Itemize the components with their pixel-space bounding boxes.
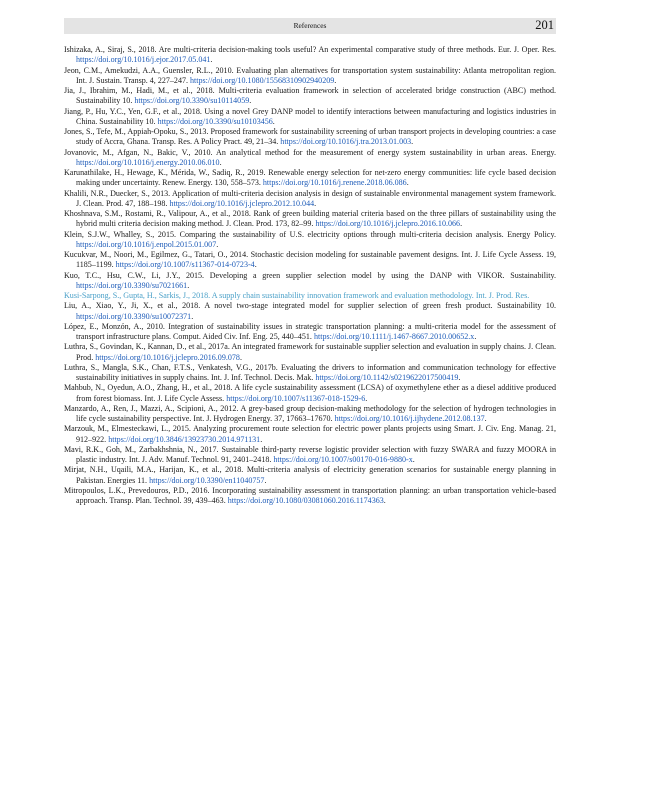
reference-entry <box>64 465 556 486</box>
reference-text: Jeon, C.M., Amekudzi, A.A., Guensler, R.L., 2010. Evaluating plan alternatives for transportation system sustainability: Atlanta metropolitan region. Int. J. Sustain. Transp. 4, 227–247. <box>64 65 556 85</box>
reference-text: Mahbub, N., Oyedun, A.O., Zhang, H., et al., 2018. A life cycle sustainability assessment (LCSA) of oxymethylene ether as a diesel additive produced from forest biomass. Int. J. Life Cycle Assess. <box>64 383 556 403</box>
reference-entry <box>64 107 556 128</box>
reference-tail: . <box>254 260 257 270</box>
reference-tail: . <box>239 352 242 362</box>
reference-tail: . <box>191 311 194 321</box>
reference-entry <box>64 168 556 189</box>
doi-link[interactable]: https://doi.org/10.1016/j.jclepro.2016.10.066 <box>315 219 461 229</box>
reference-tail: . <box>412 455 415 464</box>
reference-text: Luthra, S., Govindan, K., Kannan, D., et al., 2017a. An integrated framework for sustainable supplier selection and evaluation in supply chains. J. Clean. Prod. <box>64 342 556 362</box>
page-number: 201 <box>535 18 554 32</box>
doi-link[interactable]: https://doi.org/10.3390/en11040757 <box>149 475 265 485</box>
doi-link[interactable]: https://doi.org/10.1111/j.1467-8667.2010.00652.x <box>313 332 475 341</box>
doi-link[interactable]: https://doi.org/10.3390/su10103456 <box>157 116 273 126</box>
doi-link[interactable]: https://doi.org/10.1016/j.jclepro.2016.09.078 <box>95 352 240 362</box>
reference-entry <box>64 230 556 251</box>
header-title: References <box>293 21 327 30</box>
reference-entry <box>64 404 556 425</box>
reference-tail: . <box>187 280 190 290</box>
reference-text: Ishizaka, A., Siraj, S., 2018. Are multi-criteria decision-making tools useful? An experimental comparative study of three methods. Eur. J. Oper. Res. <box>64 45 556 54</box>
reference-text: Kuo, T.C., Hsu, C.W., Li, J.Y., 2015. Developing a green supplier selection model by using the DANP with VIKOR. Sustainability. <box>64 270 556 280</box>
reference-entry <box>64 445 556 466</box>
doi-link[interactable]: https://doi.org/10.3390/su10072371 <box>76 311 192 321</box>
reference-tail: . <box>264 475 267 485</box>
reference-text[interactable]: Kusi-Sarpong, S., Gupta, H., Sarkis, J., 2018. A supply chain sustainability innovation framework and evaluation methodology. Int. J. Prod. Res. <box>64 291 530 300</box>
reference-text: Luthra, S., Mangla, S.K., Chan, F.T.S., Venkatesh, V.G., 2017b. Evaluating the drivers to information and communication technology for effective sustainability initiatives in supply chains. Int. J. Inf. Technol. Decis. Mak. <box>64 362 556 382</box>
reference-text: Mirjat, N.H., Uqaili, M.A., Harijan, K., et al., 2018. Multi-criteria analysis of electricity generation scenarios for sustainable energy planning in Pakistan. Energies 11. <box>64 465 556 485</box>
reference-entry <box>64 301 556 322</box>
reference-text: Liu, A., Xiao, Y., Ji, X., et al., 2018. A novel two-stage integrated model for supplier selection of green fresh product. Sustainability 10. <box>64 301 556 311</box>
reference-text: Marzouk, M., Elmesteckawi, L., 2015. Analyzing procurement route selection for electric power plants projects using Smart. J. Civ. Eng. Manag. 21, 912–922. <box>64 424 556 444</box>
reference-text: Mavi, R.K., Goh, M., Zarbakhshnia, N., 2017. Sustainable third-party reverse logistic provider selection with fuzzy SWARA and fuzzy MOORA in plastic industry. Int. J. Adv. Manuf. Technol. 91, 2401–2418. <box>64 444 556 464</box>
reference-tail: . <box>249 96 252 106</box>
doi-link[interactable]: https://doi.org/10.1007/s11367-014-0723-4 <box>115 260 255 270</box>
reference-entry <box>64 148 556 169</box>
reference-text: Kucukvar, M., Noori, M., Egilmez, G., Tatari, O., 2014. Stochastic decision modeling for sustainable pavement designs. Int. J. Life Cycle Assess. 19, 1185–1199. <box>64 250 556 270</box>
doi-link[interactable]: https://doi.org/10.3390/su7021661 <box>76 280 188 290</box>
doi-link[interactable]: https://doi.org/10.1142/s0219622017500419 <box>315 373 459 382</box>
reference-tail: . <box>484 414 487 423</box>
doi-link[interactable]: https://doi.org/10.1016/j.renene.2018.06.086 <box>262 178 407 188</box>
reference-entry <box>64 486 556 507</box>
reference-entry <box>64 342 556 363</box>
reference-text: Khoshnava, S.M., Rostami, R., Valipour, A., et al., 2018. Rank of green building material criteria based on the three pillars of sustainability using the hybrid multi criteria decision making method. J. Clean. Prod. 173, 82–99. <box>64 209 556 229</box>
doi-link[interactable]: https://doi.org/10.3846/13923730.2014.971131 <box>108 434 261 444</box>
reference-entry <box>64 322 556 343</box>
reference-tail: . <box>474 332 477 341</box>
reference-tail: . <box>365 393 368 403</box>
reference-tail: . <box>383 496 386 505</box>
doi-link[interactable]: https://doi.org/10.1016/j.energy.2010.06.010 <box>76 157 220 167</box>
reference-text: Jiang, P., Hu, Y.C., Yen, G.F., et al., 2018. Using a novel Grey DANP model to identify interactions between manufacturing and logistics industries in China. Sustainability 10. <box>64 106 556 126</box>
reference-entry <box>64 127 556 148</box>
reference-entry <box>64 45 556 66</box>
reference-text: Mitropoulos, L.K., Prevedouros, P.D., 2016. Incorporating sustainability assessment in transportation planning: an urban transportation vehicle-based approach. Transp. Plan. Technol. 39, 439–463. <box>64 485 556 505</box>
reference-tail: . <box>216 239 219 249</box>
reference-text: Jia, J., Ibrahim, M., Hadi, M., et al., 2018. Multi-criteria evaluation framework in selection of accelerated bridge construction (ABC) method. Sustainability 10. <box>64 86 556 106</box>
running-header <box>64 18 556 34</box>
reference-text: Manzardo, A., Ren, J., Mazzi, A., Scipioni, A., 2012. A grey-based group decision-making methodology for the selection of hydrogen technologies in life cycle sustainability perspective. Int. J. Hydrogen Energy. 37, 17663–17670. <box>64 403 556 423</box>
reference-text: López, E., Monzón, A., 2010. Integration of sustainability issues in strategic transportation planning: a multi-criteria model for the assessment of transport infrastructure plans. Comput. Aided Civ. Inf. Eng. 25, 440–451. <box>64 321 556 341</box>
reference-entry <box>64 66 556 87</box>
doi-link[interactable]: https://doi.org/10.1016/j.enpol.2015.01.007 <box>76 239 217 249</box>
reference-entry <box>64 86 556 107</box>
reference-tail: . <box>334 75 337 85</box>
reference-entry <box>64 189 556 210</box>
reference-tail: . <box>260 434 263 444</box>
reference-entry <box>64 291 556 301</box>
reference-entry <box>64 271 556 292</box>
reference-tail: . <box>210 55 213 65</box>
reference-tail: . <box>219 157 222 167</box>
reference-list <box>64 45 556 506</box>
doi-link[interactable]: https://doi.org/10.1016/j.tra.2013.01.003 <box>280 137 412 147</box>
reference-tail: . <box>314 198 317 208</box>
doi-link[interactable]: https://doi.org/10.3390/su10114059 <box>134 96 250 106</box>
doi-link[interactable]: https://doi.org/10.1016/j.ijhydene.2012.08.137 <box>334 414 485 423</box>
reference-entry <box>64 209 556 230</box>
reference-text: Karunathilake, H., Hewage, K., Mérida, W., Sadiq, R., 2019. Renewable energy selection for net-zero energy communities: life cycle based decision making under uncertainty. Renew. Energy. 130, 558–573. <box>64 168 556 188</box>
doi-link[interactable]: https://doi.org/10.1016/j.ejor.2017.05.041 <box>76 55 211 65</box>
reference-entry <box>64 363 556 384</box>
doi-link[interactable]: https://doi.org/10.1016/j.jclepro.2012.10.044 <box>169 198 315 208</box>
reference-text: Jovanovic, M., Afgan, N., Bakic, V., 2010. An analytical method for the measurement of energy system sustainability in urban areas. Energy. <box>64 147 556 157</box>
reference-text: Khalili, N.R., Duecker, S., 2013. Application of multi-criteria decision analysis in design of sustainable environmental management system framework. J. Clean. Prod. 47, 188–198. <box>64 188 556 208</box>
reference-text: Klein, S.J.W., Whalley, S., 2015. Comparing the sustainability of U.S. electricity options through multi-criteria decision analysis. Energy Policy. <box>64 229 556 239</box>
reference-tail: . <box>272 116 275 126</box>
reference-entry <box>64 424 556 445</box>
doi-link[interactable]: https://doi.org/10.1007/s11367-018-1529-6 <box>226 393 366 403</box>
reference-tail: . <box>411 137 414 147</box>
reference-text: Jones, S., Tefe, M., Appiah-Opoku, S., 2013. Proposed framework for sustainability screening of urban transport projects in developing countries: a case study of Accra, Ghana. Transp. Res. A Policy Pract. 49, 21–34. <box>64 127 556 147</box>
reference-tail: . <box>458 373 461 382</box>
reference-entry <box>64 383 556 404</box>
reference-tail: . <box>406 178 409 188</box>
doi-link[interactable]: https://doi.org/10.1080/15568310902940209 <box>190 75 335 85</box>
doi-link[interactable]: https://doi.org/10.1080/03081060.2016.1174363 <box>227 496 384 505</box>
reference-tail: . <box>460 219 463 229</box>
doi-link[interactable]: https://doi.org/10.1007/s00170-016-9880-x <box>273 455 413 464</box>
reference-entry <box>64 250 556 271</box>
